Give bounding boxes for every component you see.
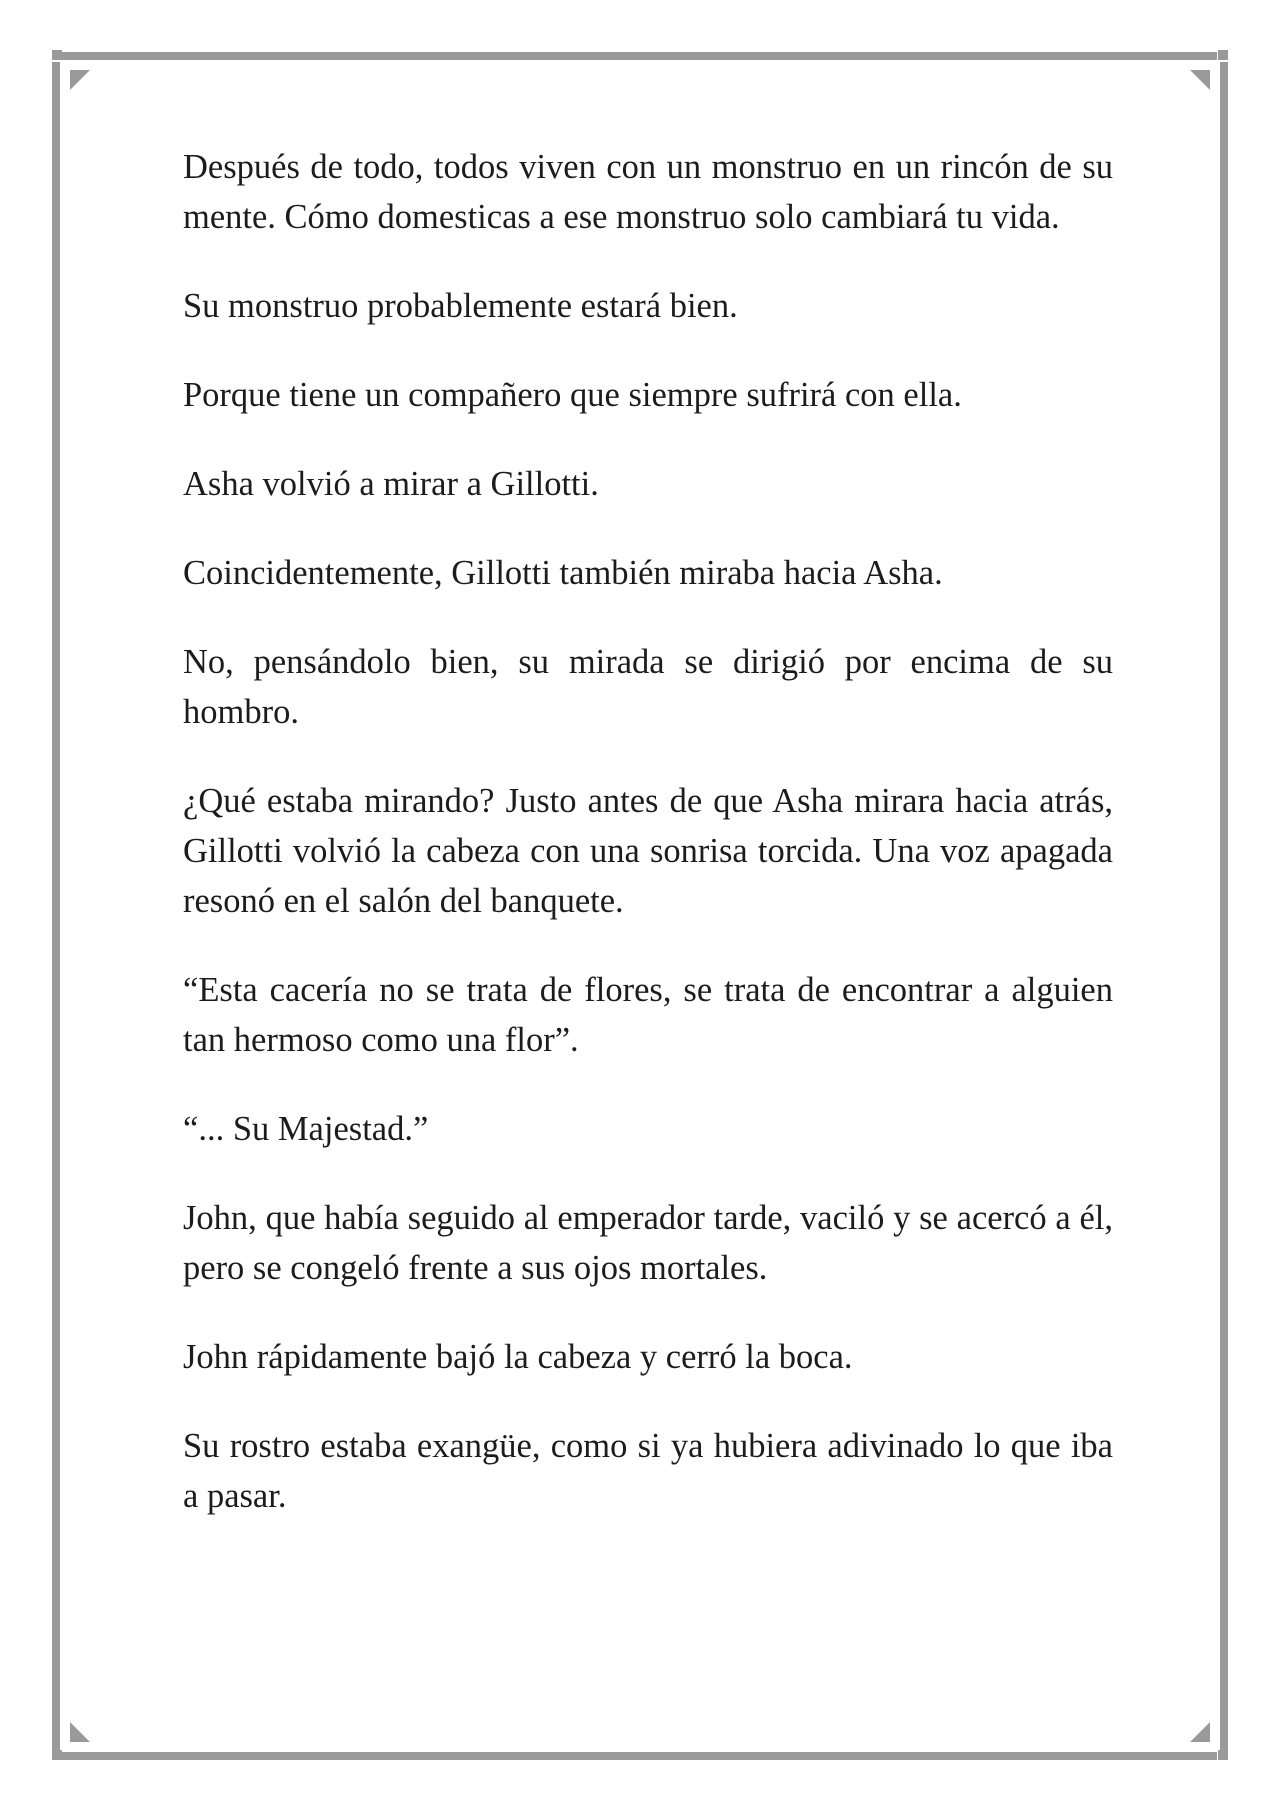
- border-bottom: [62, 1752, 1217, 1760]
- corner-ornament-bottom-left: [52, 1750, 62, 1760]
- corner-ornament-top-left: [52, 50, 62, 60]
- paragraph: Después de todo, todos viven con un monstruo en un rincón de su mente. Cómo domesticas a ese monstruo solo cambiará tu vida.: [183, 148, 1113, 236]
- corner-ornament-bottom-right: [1218, 1750, 1228, 1760]
- border-left: [52, 62, 60, 1752]
- corner-triangle-bottom-right: [1190, 1722, 1210, 1742]
- corner-triangle-bottom-left: [70, 1722, 90, 1742]
- corner-triangle-top-left: [70, 70, 90, 90]
- paragraph: Su monstruo probablemente estará bien.: [183, 287, 738, 325]
- paragraph: Asha volvió a mirar a Gillotti.: [183, 465, 599, 503]
- paragraph: “Esta cacería no se trata de flores, se trata de encontrar a alguien tan hermoso como una flor”.: [183, 971, 1113, 1059]
- corner-triangle-top-right: [1190, 70, 1210, 90]
- paragraph: Coincidentemente, Gillotti también miraba hacia Asha.: [183, 554, 943, 592]
- paragraph: ¿Qué estaba mirando? Justo antes de que Asha mirara hacia atrás, Gillotti volvió la cabeza con una sonrisa torcida. Una voz apagada resonó en el salón del banquete.: [183, 782, 1113, 920]
- paragraph: Su rostro estaba exangüe, como si ya hubiera adivinado lo que iba a pasar.: [183, 1427, 1113, 1515]
- corner-ornament-top-right: [1218, 50, 1228, 60]
- page-body-text: [183, 142, 1113, 1560]
- paragraph: John rápidamente bajó la cabeza y cerró la boca.: [183, 1338, 853, 1376]
- paragraph: No, pensándolo bien, su mirada se dirigió por encima de su hombro.: [183, 643, 1113, 731]
- border-top: [62, 52, 1217, 60]
- paragraph: John, que había seguido al emperador tarde, vaciló y se acercó a él, pero se congeló frente a sus ojos mortales.: [183, 1199, 1113, 1287]
- paragraph: “... Su Majestad.”: [183, 1110, 429, 1148]
- paragraph: Porque tiene un compañero que siempre sufrirá con ella.: [183, 376, 962, 414]
- border-right: [1220, 62, 1228, 1752]
